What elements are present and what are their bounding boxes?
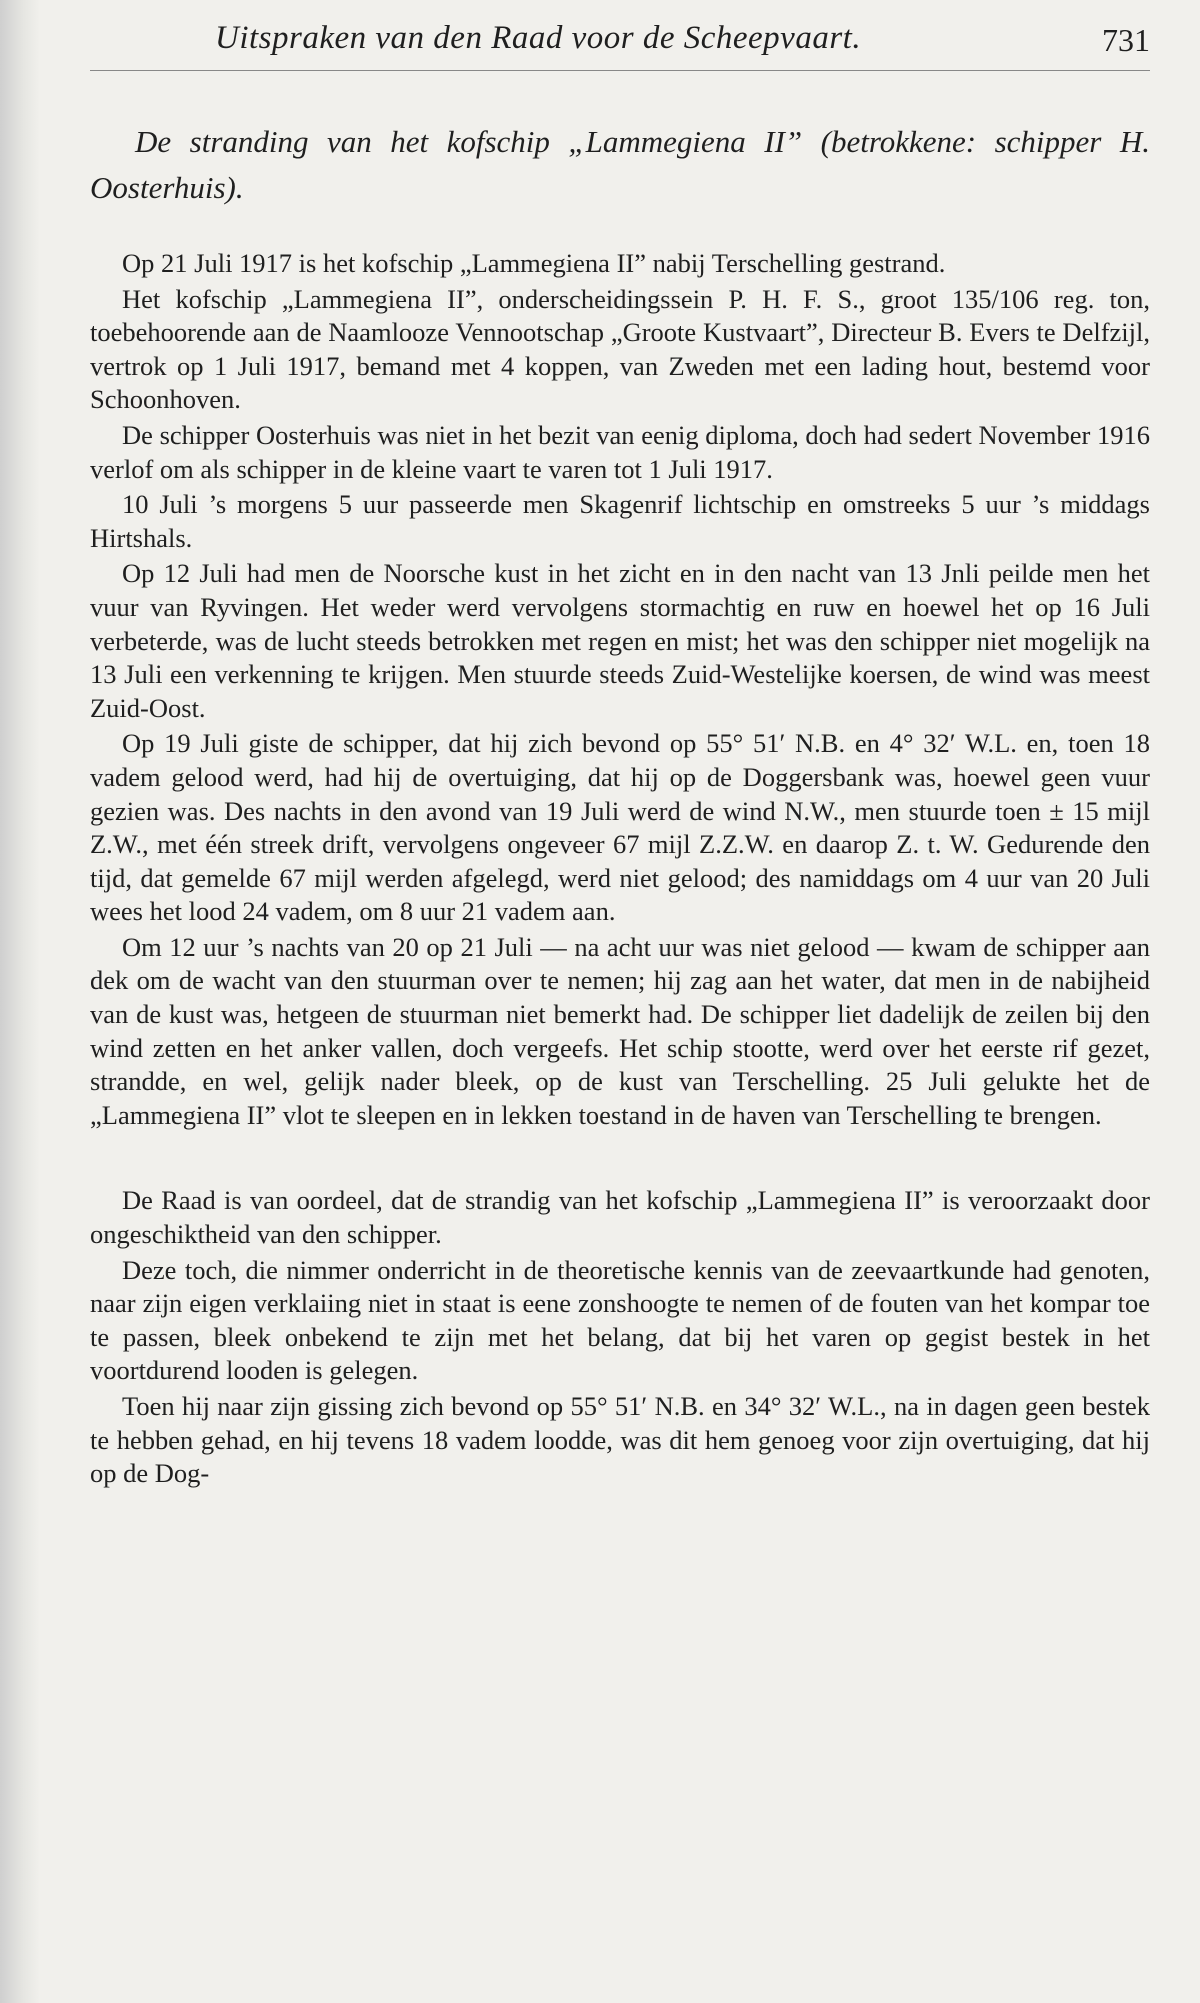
page-number: 731: [1102, 22, 1150, 58]
paragraph: Op 19 Juli giste de schipper, dat hij zich bevond op 55° 51′ N.B. en 4° 32′ W.L. en, toen 18 vadem gelood werd, had hij de overtuiging, dat hij op de Doggersbank was, hoewel geen vuur gezien was. Des nachts in den avond van 19 Juli werd de wind N.W., men stuurde toen ± 15 mijl Z.W., met één streek drift, vervolgens ongeveer 67 mijl Z.Z.W. en daarop Z. t. W. Gedurende den tijd, dat gemelde 67 mijl werden afgelegd, werd niet gelood; des namiddags om 4 uur van 20 Juli wees het lood 24 vadem, om 8 uur 21 vadem aan.: [90, 728, 1150, 927]
page-gutter-shadow: [0, 0, 40, 2003]
running-head: Uitspraken van den Raad voor de Scheepvaart.: [215, 20, 862, 56]
judgment-paragraph: De Raad is van oordeel, dat de strandig van het kofschip „Lammegiena II” is veroorzaakt door ongeschiktheid van den schipper.: [90, 1185, 1150, 1250]
paragraph: Het kofschip „Lammegiena II”, onderscheidingssein P. H. F. S., groot 135/106 reg. ton, toebehoorende aan de Naamlooze Vennootschap „Groote Kustvaart”, Directeur B. Evers te Delfzijl, vertrok op 1 Juli 1917, bemand met 4 koppen, van Zweden met een lading hout, bestemd voor Schoonhoven.: [90, 283, 1150, 415]
paragraph: Om 12 uur ’s nachts van 20 op 21 Juli — na acht uur was niet gelood — kwam de schipper aan dek om de wacht van den stuurman over te nemen; hij zag aan het water, dat men in de nabijheid van de kust was, hetgeen de stuurman niet bemerkt had. De schipper liet dadelijk de zeilen bij den wind zetten en het anker vallen, doch vergeefs. Het schip stootte, werd over het eerste rif gezet, strandde, en wel, gelijk nader bleek, op de kust van Terschelling. 25 Juli gelukte het de „Lammegiena II” vlot te sleepen en in lekken toestand in de haven van Terschelling te brengen.: [90, 931, 1150, 1130]
paragraph: De schipper Oosterhuis was niet in het bezit van eenig diploma, doch had sedert November 1916 verlof om als schipper in de kleine vaart te varen tot 1 Juli 1917.: [90, 419, 1150, 484]
page-header: [90, 0, 1150, 71]
judgment-paragraph: Deze toch, die nimmer onderricht in de theoretische kennis van de zeevaartkunde had genoten, naar zijn eigen verklaiing niet in staat is eene zonshoogte te nemen of de fouten van het kompar toe te passen, bleek onbekend te zijn met het belang, dat bij het varen op gegist bestek in het voortdurend looden is gelegen.: [90, 1254, 1150, 1386]
paragraph: Op 12 Juli had men de Noorsche kust in het zicht en in den nacht van 13 Jnli peilde men het vuur van Ryvingen. Het weder werd vervolgens stormachtig en ruw en hoewel het op 16 Juli verbeterde, was de lucht steeds betrokken met regen en mist; het was den schipper niet mogelijk na 13 Juli een verkenning te krijgen. Men stuurde steeds Zuid-Westelijke koersen, de wind was meest Zuid-Oost.: [90, 558, 1150, 723]
judgment-paragraph: Toen hij naar zijn gissing zich bevond op 55° 51′ N.B. en 34° 32′ W.L., na in dagen geen bestek te hebben gehad, en hij tevens 18 vadem loodde, was dit hem genoeg voor zijn overtuiging, dat hij op de Dog-: [90, 1391, 1150, 1489]
book-page: [90, 0, 1150, 1493]
section-gap: [90, 1134, 1150, 1184]
article-title: De stranding van het kofschip „Lammegiena II” (betrokkene: schipper H. Oosterhuis).: [90, 124, 1150, 205]
paragraph: 10 Juli ’s morgens 5 uur passeerde men Skagenrif lichtschip en omstreeks 5 uur ’s middags Hirtshals.: [90, 489, 1150, 553]
paragraph: Op 21 Juli 1917 is het kofschip „Lammegiena II” nabij Terschelling gestrand.: [122, 248, 946, 278]
article-body: [90, 247, 1150, 1491]
